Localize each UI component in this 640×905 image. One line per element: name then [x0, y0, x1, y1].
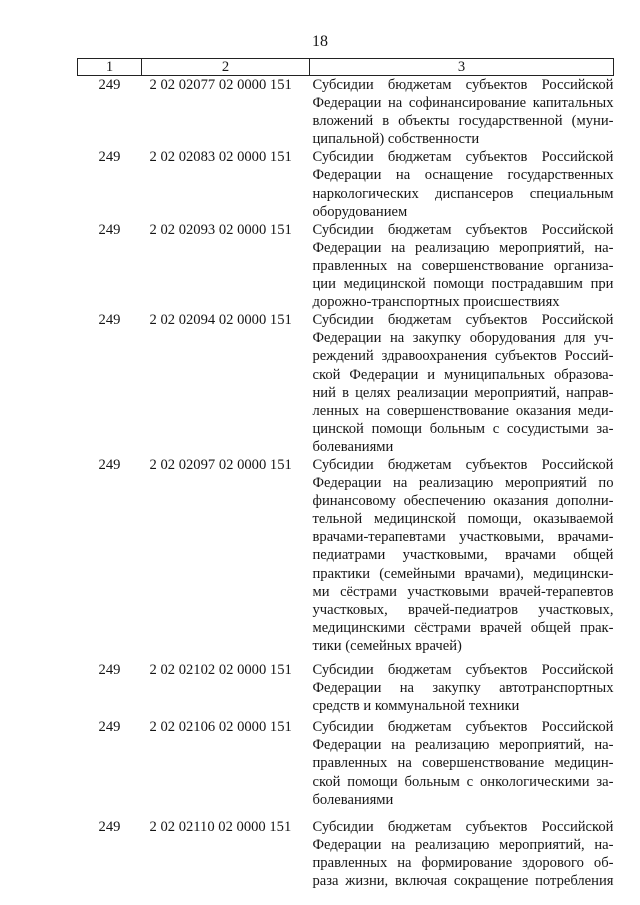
revenue-description-cell: [310, 456, 614, 655]
description-line: ской помощи больным с онкологическими за-: [312, 773, 614, 790]
description-line: Субсидии бюджетам субъектов Российской: [312, 312, 614, 329]
table-header-row: [78, 59, 614, 76]
table-row: [78, 76, 614, 149]
column-header-1: 1: [78, 59, 142, 76]
budget-codes-table: [77, 58, 614, 890]
table-row: [78, 809, 614, 890]
description-line: вложений в объекты государственной (муни-: [312, 113, 614, 130]
table-row: [78, 148, 614, 220]
revenue-description-cell: [310, 76, 614, 149]
description-line: Субсидии бюджетам субъектов Российской: [312, 456, 614, 473]
revenue-description-cell: [310, 715, 614, 808]
description-line: цинской помощи больным с сосудистыми за-: [312, 420, 614, 437]
column-header-3: 3: [310, 59, 614, 76]
description-line: ции медицинской помощи пострадавшим при: [312, 276, 614, 293]
description-line: практики (семейными врачами), медицински-: [312, 565, 614, 582]
budget-classification-code-cell: 2 02 02083 02 0000 151: [149, 149, 292, 166]
description-line: Федерации на оснащение государственных: [312, 167, 614, 184]
description-line: средств и коммунальной техники: [312, 698, 520, 715]
admin-code-cell: 249: [98, 456, 121, 473]
description-line: Субсидии бюджетам субъектов Российской: [312, 719, 614, 736]
table-row: [78, 715, 614, 808]
budget-classification-code-cell: 2 02 02077 02 0000 151: [149, 77, 292, 93]
description-line: ми сёстрами участковыми врачей-терапевтов: [312, 583, 614, 600]
budget-classification-code-cell: 2 02 02106 02 0000 151: [149, 719, 292, 736]
description-line: педиатрами участковыми, врачами общей: [312, 547, 614, 564]
admin-code-cell: 249: [98, 312, 121, 329]
revenue-description-cell: [310, 311, 614, 456]
admin-code-cell: 249: [98, 221, 121, 238]
admin-code-cell: 249: [98, 662, 121, 678]
description-line: медицинскими сёстрами врачей общей прак-: [312, 619, 614, 636]
description-line: Федерации на закупку автотранспортных: [312, 680, 614, 697]
budget-classification-code-cell: 2 02 02102 02 0000 151: [149, 662, 292, 678]
description-line: дорожно-транспортных происшествиях: [312, 294, 560, 311]
description-line: ской Федерации и муниципальных образова-: [312, 366, 614, 383]
description-line: болеваниями: [312, 438, 394, 455]
description-line: Федерации на реализацию мероприятий, на-: [312, 239, 614, 256]
description-line: ний в целях реализации мероприятий, направ-: [312, 384, 614, 401]
description-line: финансовому обеспечению оказания дополни-: [312, 493, 614, 510]
admin-code-cell: 249: [98, 818, 121, 835]
description-line: тики (семейных врачей): [312, 637, 462, 654]
revenue-description-cell: [310, 655, 614, 715]
description-line: правленных на совершенствование организа-: [312, 257, 614, 274]
revenue-description-cell: [310, 148, 614, 220]
description-line: Федерации на закупку оборудования для уч-: [312, 330, 614, 347]
description-line: правленных на формирование здорового об-: [312, 854, 614, 871]
admin-code-cell: 249: [98, 719, 121, 736]
column-header-2: 2: [142, 59, 310, 76]
description-line: тельной медицинской помощи, оказываемой: [312, 511, 614, 528]
description-line: Субсидии бюджетам субъектов Российской: [312, 149, 614, 166]
table-row: [78, 311, 614, 456]
description-line: Федерации на софинансирование капитальных: [312, 95, 614, 112]
description-line: врачами-терапевтами участковыми, врачами-: [312, 529, 614, 546]
description-line: Федерации на реализацию мероприятий, на-: [312, 836, 614, 853]
description-line: оборудованием: [312, 203, 408, 220]
admin-code-cell: 249: [98, 149, 121, 166]
revenue-description-cell: [310, 809, 614, 890]
budget-classification-code-cell: 2 02 02097 02 0000 151: [149, 456, 292, 473]
budget-classification-code-cell: 2 02 02094 02 0000 151: [149, 312, 292, 329]
admin-code-cell: 249: [98, 77, 121, 93]
description-line: реждений здравоохранения субъектов Россий-: [312, 348, 614, 365]
table-row: [78, 221, 614, 311]
description-line: болеваниями: [312, 791, 394, 808]
description-line: раза жизни, включая сокращение потребления: [312, 873, 614, 890]
revenue-description-cell: [310, 221, 614, 311]
budget-classification-code-cell: 2 02 02093 02 0000 151: [149, 221, 292, 238]
description-line: ципальной) собственности: [312, 131, 480, 148]
description-line: участковых, врачей-педиатров участковых,: [312, 601, 614, 618]
description-line: наркологических диспансеров специальным: [312, 185, 614, 202]
description-line: Субсидии бюджетам субъектов Российской: [312, 221, 614, 238]
table-row: [78, 456, 614, 655]
description-line: ленных на совершенствование оказания меди-: [312, 402, 614, 419]
description-line: правленных на совершенствование медицин-: [312, 755, 614, 772]
description-line: Субсидии бюджетам субъектов Российской: [312, 662, 614, 678]
description-line: Федерации на реализацию мероприятий по: [312, 475, 614, 492]
description-line: Субсидии бюджетам субъектов Российской: [312, 818, 614, 835]
description-line: Федерации на реализацию мероприятий, на-: [312, 737, 614, 754]
table-row: [78, 655, 614, 715]
budget-classification-code-cell: 2 02 02110 02 0000 151: [149, 818, 292, 835]
description-line: Субсидии бюджетам субъектов Российской: [312, 77, 614, 93]
page-number: 18: [312, 33, 328, 50]
